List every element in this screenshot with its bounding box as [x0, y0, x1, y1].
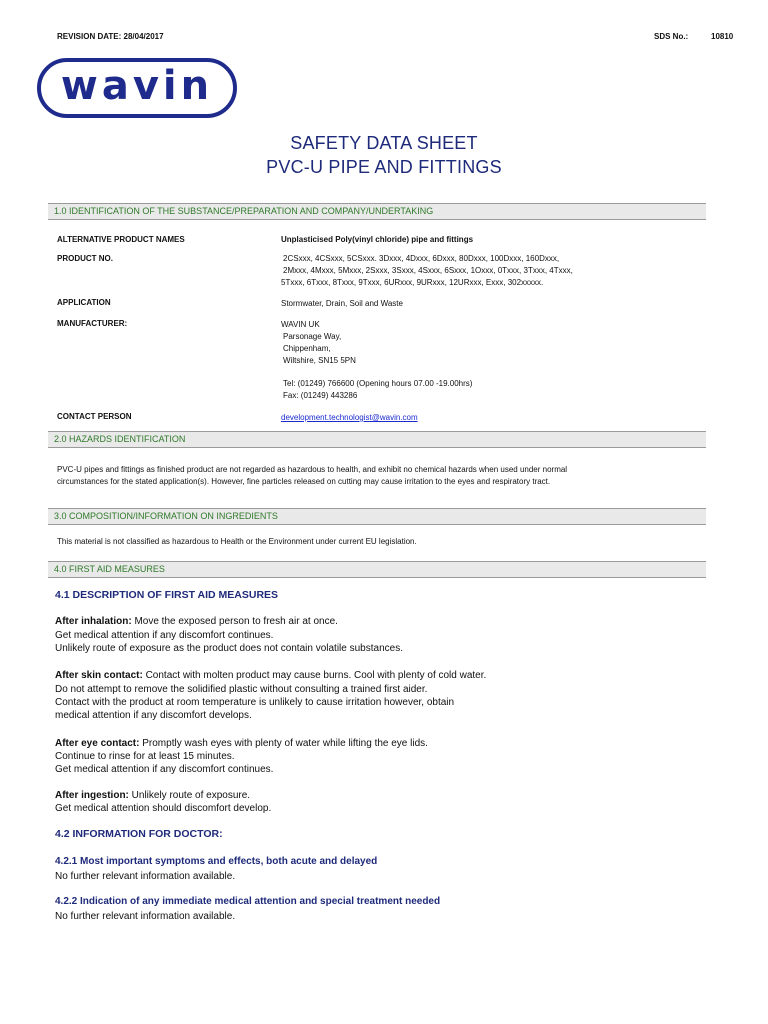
- section-1-header: 1.0 IDENTIFICATION OF THE SUBSTANCE/PREPARATION AND COMPANY/UNDERTAKING: [48, 203, 706, 220]
- composition-text: This material is not classified as hazardous to Health or the Environment under current EU legislation.: [57, 537, 417, 546]
- heading-4-2: 4.2 INFORMATION FOR DOCTOR:: [55, 828, 223, 840]
- alt-names-value: Unplasticised Poly(vinyl chloride) pipe and fittings: [281, 235, 474, 244]
- inhalation-line-1: [55, 615, 338, 628]
- sds-number: 10810: [711, 32, 734, 41]
- inhalation-line-2: Get medical attention if any discomfort continues.: [55, 630, 274, 641]
- document-subtitle: PVC-U PIPE AND FITTINGS: [266, 157, 502, 177]
- heading-4-2-2: 4.2.2 Indication of any immediate medical attention and special treatment needed: [55, 896, 441, 907]
- document-title: SAFETY DATA SHEET: [290, 133, 478, 153]
- sds-label: SDS No.:: [654, 32, 689, 41]
- manufacturer-name: WAVIN UK: [281, 320, 320, 329]
- inhalation-label: After inhalation:: [55, 616, 132, 627]
- hazards-line-1: PVC-U pipes and fittings as finished product are not regarded as hazardous to health, and exhibit no chemical hazards when used under normal: [57, 465, 568, 474]
- inhalation-line-3: Unlikely route of exposure as the product does not contain volatile substances.: [55, 643, 403, 654]
- telephone: Tel: (01249) 766600 (Opening hours 07.00 -19.00hrs): [283, 379, 473, 388]
- text-4-2-1: No further relevant information available.: [55, 871, 236, 882]
- inhalation-text: Move the exposed person to fresh air at once.: [131, 616, 338, 627]
- manufacturer-street: Parsonage Way,: [283, 332, 342, 341]
- skin-line-3: Contact with the product at room temperature is unlikely to cause irritation however, obtain: [55, 697, 455, 708]
- eye-line-3: Get medical attention if any discomfort continues.: [55, 764, 274, 775]
- heading-4-1: 4.1 DESCRIPTION OF FIRST AID MEASURES: [55, 589, 279, 601]
- hazards-line-2: circumstances for the stated application(s). However, fine particles released on cutting may cause irritation to the eyes and respiratory tract.: [57, 477, 551, 486]
- revision-date: REVISION DATE: 28/04/2017: [57, 32, 164, 41]
- manufacturer-label: MANUFACTURER:: [57, 319, 128, 328]
- text-4-2-2: No further relevant information available.: [55, 911, 236, 922]
- skin-text: Contact with molten product may cause burns. Cool with plenty of cold water.: [142, 670, 487, 681]
- fax: Fax: (01249) 443286: [283, 391, 358, 400]
- section-3-header: 3.0 COMPOSITION/INFORMATION ON INGREDIENTS: [48, 508, 706, 525]
- logo-text: wavin: [60, 63, 214, 109]
- contact-email-link[interactable]: development.technologist@wavin.com: [281, 413, 418, 422]
- section-2-header: 2.0 HAZARDS IDENTIFICATION: [48, 431, 706, 448]
- ingestion-line-1: [55, 789, 250, 802]
- ingestion-line-2: Get medical attention should discomfort develop.: [55, 803, 272, 814]
- ingestion-text: Unlikely route of exposure.: [128, 790, 251, 801]
- wavin-logo: [37, 58, 237, 118]
- eye-line-2: Continue to rinse for at least 15 minutes.: [55, 751, 235, 762]
- skin-line-1: [55, 669, 486, 682]
- manufacturer-town: Chippenham,: [283, 344, 331, 353]
- skin-line-4: medical attention if any discomfort develops.: [55, 710, 252, 721]
- eye-line-1: [55, 737, 428, 750]
- product-no-label: PRODUCT NO.: [57, 254, 113, 263]
- product-no-line-2: 2Mxxx, 4Mxxx, 5Mxxx, 2Sxxx, 3Sxxx, 4Sxxx, 6Sxxx, 1Oxxx, 0Txxx, 3Txxx, 4Txxx,: [283, 266, 573, 275]
- alt-names-label: ALTERNATIVE PRODUCT NAMES: [57, 235, 185, 244]
- eye-label: After eye contact:: [55, 738, 140, 749]
- section-4-header: 4.0 FIRST AID MEASURES: [48, 561, 706, 578]
- heading-4-2-1: 4.2.1 Most important symptoms and effects, both acute and delayed: [55, 856, 378, 867]
- contact-label: CONTACT PERSON: [57, 412, 132, 421]
- application-value: Stormwater, Drain, Soil and Waste: [281, 299, 403, 308]
- product-no-line-3: 5Txxx, 6Txxx, 8Txxx, 9Txxx, 6URxxx, 9URxxx, 12URxxx, Exxx, 302xxxxx.: [281, 278, 544, 287]
- skin-line-2: Do not attempt to remove the solidified plastic without consulting a trained first aider.: [55, 684, 428, 695]
- eye-text: Promptly wash eyes with plenty of water while lifting the eye lids.: [139, 738, 428, 749]
- product-no-line-1: 2CSxxx, 4CSxxx, 5CSxxx. 3Dxxx, 4Dxxx, 6Dxxx, 80Dxxx, 100Dxxx, 160Dxxx,: [283, 254, 560, 263]
- skin-label: After skin contact:: [55, 670, 143, 681]
- application-label: APPLICATION: [57, 298, 111, 307]
- manufacturer-county: Wiltshire, SN15 5PN: [283, 356, 356, 365]
- ingestion-label: After ingestion:: [55, 790, 129, 801]
